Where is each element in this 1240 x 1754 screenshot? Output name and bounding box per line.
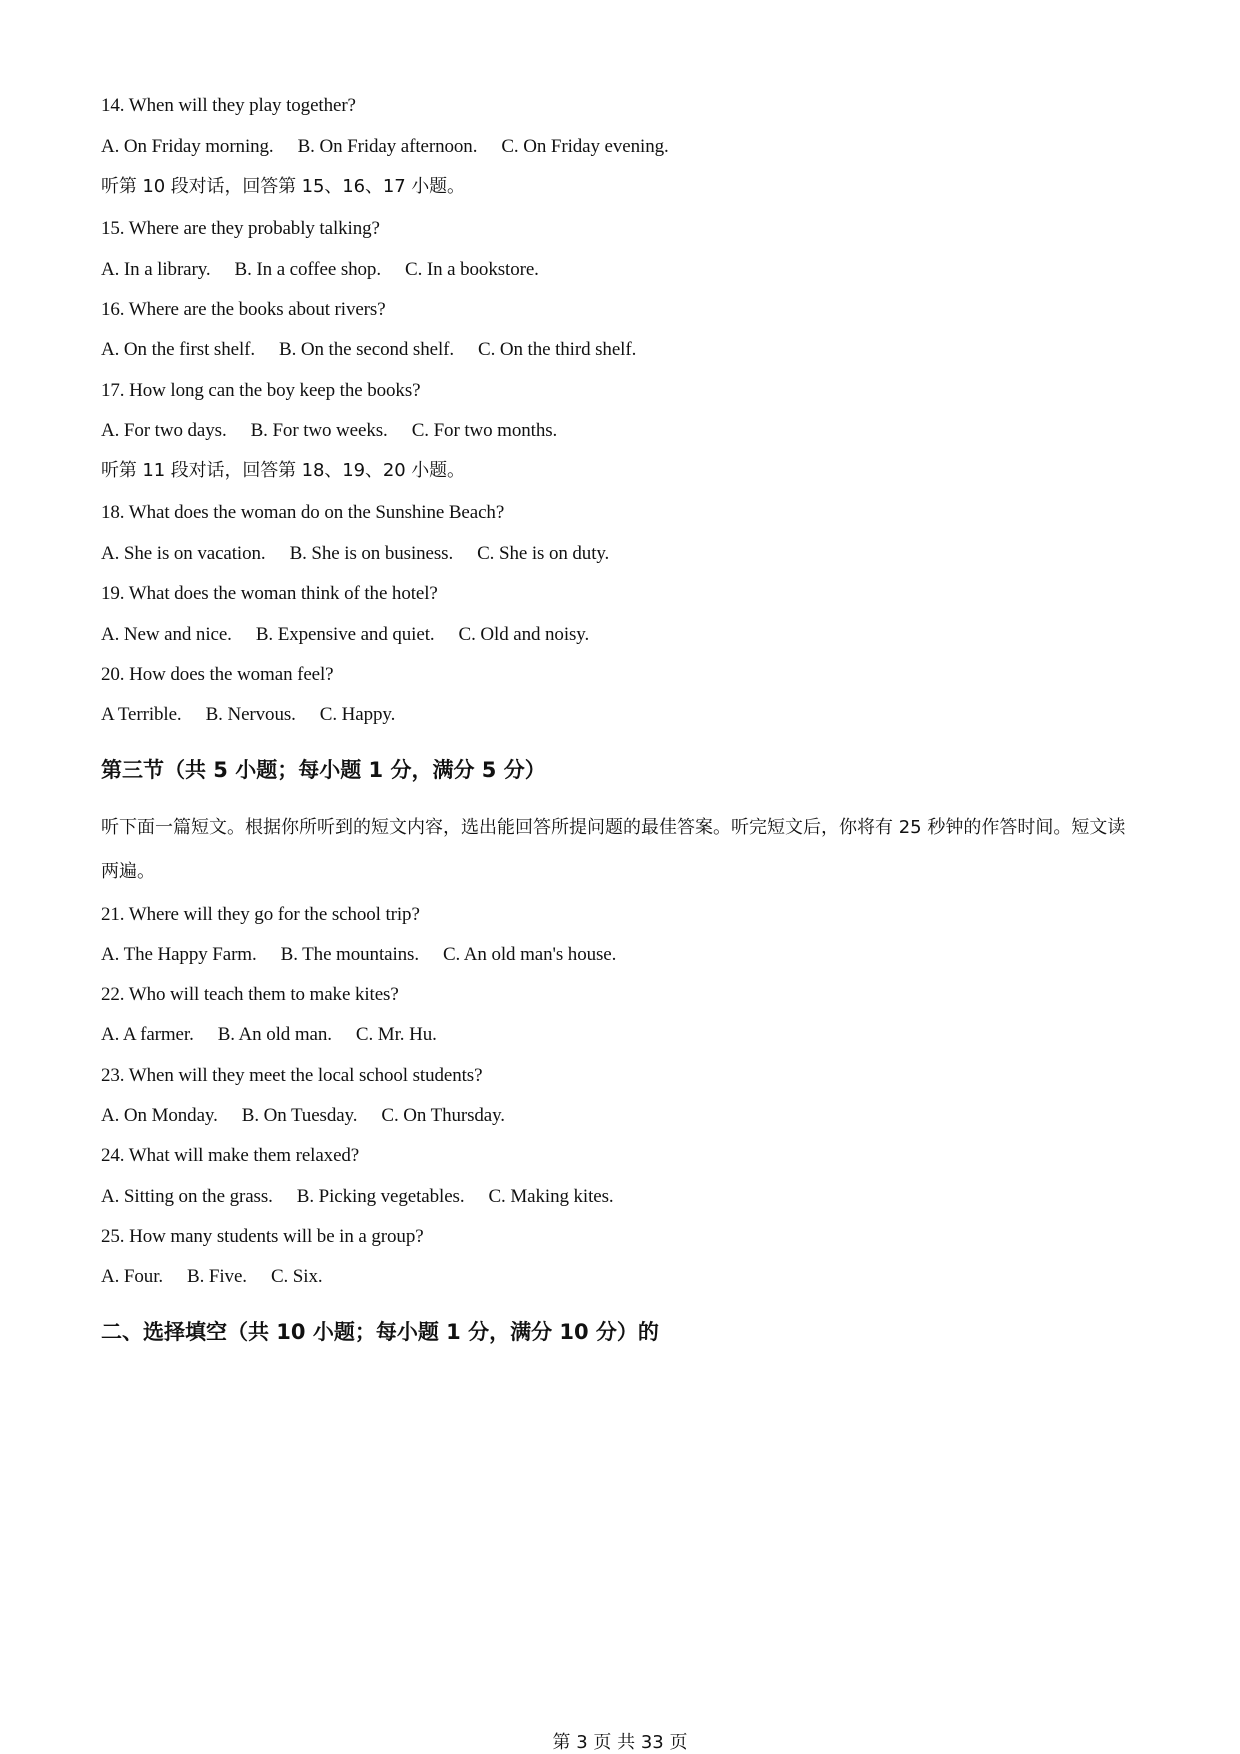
option-a: A. Sitting on the grass.: [101, 1186, 273, 1207]
option-b: B. Nervous.: [205, 704, 296, 725]
options-14: [101, 135, 669, 159]
options-16: [101, 338, 636, 362]
option-c: C. Old and noisy.: [458, 624, 590, 645]
question-19: 19. What does the woman think of the hotel?: [101, 583, 438, 604]
option-b: B. On the second shelf.: [279, 339, 454, 360]
question-16: 16. Where are the books about rivers?: [101, 299, 386, 320]
section-3-heading: 第三节（共 5 小题；每小题 1 分，满分 5 分）: [101, 758, 546, 782]
options-23: [101, 1104, 505, 1128]
question-15: 15. Where are they probably talking?: [101, 218, 380, 239]
option-b: B. On Friday afternoon.: [297, 136, 478, 157]
options-24: [101, 1185, 614, 1209]
question-25: 25. How many students will be in a group?: [101, 1226, 424, 1247]
question-22: 22. Who will teach them to make kites?: [101, 984, 399, 1005]
option-a: A Terrible.: [101, 704, 182, 725]
options-15: [101, 258, 539, 282]
option-b: B. On Tuesday.: [241, 1105, 358, 1126]
question-20: 20. How does the woman feel?: [101, 664, 334, 685]
options-25: [101, 1265, 323, 1289]
option-b: B. An old man.: [217, 1024, 332, 1045]
question-17: 17. How long can the boy keep the books?: [101, 380, 421, 401]
option-b: B. Expensive and quiet.: [255, 624, 435, 645]
option-a: A. On Friday morning.: [101, 136, 274, 157]
options-19: [101, 623, 589, 647]
option-c: C. Happy.: [319, 704, 396, 725]
question-18: 18. What does the woman do on the Sunshine Beach?: [101, 502, 505, 523]
option-b: B. She is on business.: [289, 543, 454, 564]
option-a: A. On the first shelf.: [101, 339, 255, 360]
option-c: C. On Thursday.: [381, 1105, 505, 1126]
options-22: [101, 1023, 437, 1047]
options-21: [101, 943, 616, 967]
option-b: B. Five.: [187, 1266, 247, 1287]
option-c: C. On Friday evening.: [501, 136, 669, 157]
option-b: B. In a coffee shop.: [234, 259, 381, 280]
option-a: A. Four.: [101, 1266, 164, 1287]
option-b: B. For two weeks.: [250, 420, 388, 441]
option-a: A. For two days.: [101, 420, 227, 441]
dialogue-11-instruction: 听第 11 段对话，回答第 18、19、20 小题。: [101, 460, 465, 481]
options-17: [101, 419, 557, 443]
option-c: C. Mr. Hu.: [355, 1024, 437, 1045]
page-number: 第 3 页 共 33 页: [552, 1732, 688, 1753]
options-18: [101, 542, 609, 566]
options-20: [101, 703, 395, 727]
option-a: A. On Monday.: [101, 1105, 218, 1126]
option-a: A. A farmer.: [101, 1024, 194, 1045]
option-c: C. For two months.: [411, 420, 558, 441]
option-a: A. In a library.: [101, 259, 211, 280]
question-14: 14. When will they play together?: [101, 95, 356, 116]
option-a: A. She is on vacation.: [101, 543, 266, 564]
part-2-heading: 二、选择填空（共 10 小题；每小题 1 分，满分 10 分）的: [101, 1320, 659, 1344]
option-a: A. The Happy Farm.: [101, 944, 257, 965]
option-b: B. Picking vegetables.: [296, 1186, 465, 1207]
section-3-instructions: 听下面一篇短文。根据你所听到的短文内容，选出能回答所提问题的最佳答案。听完短文后，你将有 25 秒钟的作答时间。短文读两遍。: [101, 817, 1126, 882]
option-c: C. In a bookstore.: [405, 259, 539, 280]
option-c: C. She is on duty.: [477, 543, 610, 564]
dialogue-10-instruction: 听第 10 段对话，回答第 15、16、17 小题。: [101, 176, 465, 197]
option-c: C. Making kites.: [488, 1186, 614, 1207]
question-24: 24. What will make them relaxed?: [101, 1145, 360, 1166]
option-a: A. New and nice.: [101, 624, 232, 645]
option-c: C. An old man's house.: [442, 944, 617, 965]
option-c: C. Six.: [270, 1266, 323, 1287]
option-c: C. On the third shelf.: [478, 339, 637, 360]
question-21: 21. Where will they go for the school trip?: [101, 904, 420, 925]
question-23: 23. When will they meet the local school students?: [101, 1065, 483, 1086]
option-b: B. The mountains.: [280, 944, 419, 965]
